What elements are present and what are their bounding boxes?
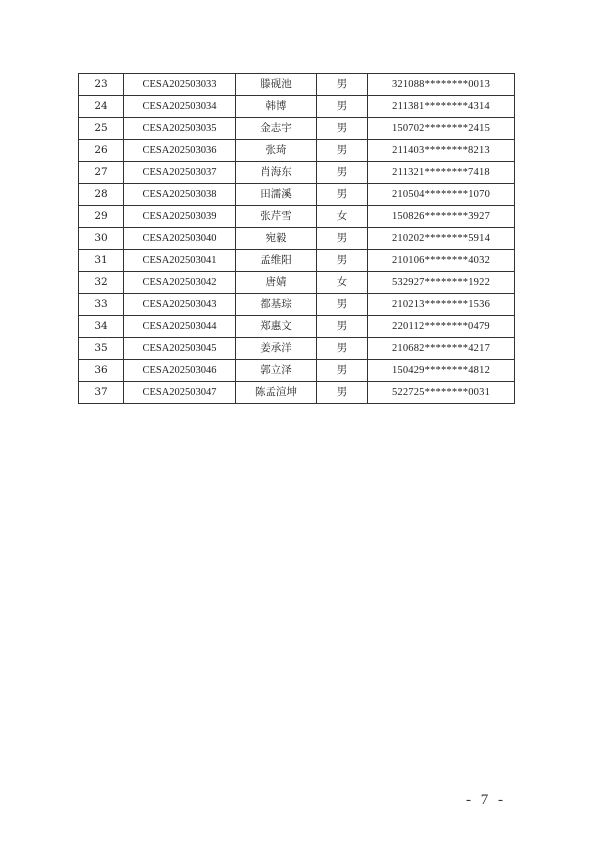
table-row <box>79 228 515 250</box>
candidate-name: 姜承洋 <box>236 338 317 360</box>
masked-id-card: 210682********4217 <box>368 338 515 360</box>
table-row <box>79 74 515 96</box>
exam-id: CESA202503039 <box>124 206 236 228</box>
table-row <box>79 360 515 382</box>
exam-id: CESA202503046 <box>124 360 236 382</box>
table-row <box>79 294 515 316</box>
table-row <box>79 140 515 162</box>
candidate-gender: 男 <box>317 162 368 184</box>
row-number: 35 <box>79 338 124 360</box>
masked-id-card: 522725********0031 <box>368 382 515 404</box>
row-number: 24 <box>79 96 124 118</box>
exam-id: CESA202503035 <box>124 118 236 140</box>
candidate-name: 张芹雪 <box>236 206 317 228</box>
candidate-name: 郑惠文 <box>236 316 317 338</box>
exam-id: CESA202503034 <box>124 96 236 118</box>
row-number: 29 <box>79 206 124 228</box>
table-row <box>79 382 515 404</box>
row-number: 23 <box>79 74 124 96</box>
exam-id: CESA202503041 <box>124 250 236 272</box>
row-number: 37 <box>79 382 124 404</box>
masked-id-card: 150429********4812 <box>368 360 515 382</box>
table-row <box>79 316 515 338</box>
candidate-gender: 女 <box>317 206 368 228</box>
candidate-table <box>78 73 515 404</box>
candidate-gender: 男 <box>317 250 368 272</box>
table-row <box>79 272 515 294</box>
row-number: 27 <box>79 162 124 184</box>
masked-id-card: 210504********1070 <box>368 184 515 206</box>
table-row <box>79 338 515 360</box>
row-number: 26 <box>79 140 124 162</box>
masked-id-card: 210202********5914 <box>368 228 515 250</box>
candidate-name: 田濡溪 <box>236 184 317 206</box>
row-number: 30 <box>79 228 124 250</box>
candidate-gender: 男 <box>317 140 368 162</box>
masked-id-card: 210213********1536 <box>368 294 515 316</box>
row-number: 25 <box>79 118 124 140</box>
exam-id: CESA202503038 <box>124 184 236 206</box>
candidate-gender: 女 <box>317 272 368 294</box>
candidate-name: 金志宇 <box>236 118 317 140</box>
candidate-name: 宛毅 <box>236 228 317 250</box>
masked-id-card: 211321********7418 <box>368 162 515 184</box>
candidate-gender: 男 <box>317 96 368 118</box>
exam-id: CESA202503033 <box>124 74 236 96</box>
candidate-name: 唐婧 <box>236 272 317 294</box>
row-number: 34 <box>79 316 124 338</box>
candidate-gender: 男 <box>317 338 368 360</box>
candidate-name: 韩博 <box>236 96 317 118</box>
candidate-name: 张琦 <box>236 140 317 162</box>
candidate-name: 肖海东 <box>236 162 317 184</box>
table-row <box>79 184 515 206</box>
candidate-gender: 男 <box>317 316 368 338</box>
row-number: 36 <box>79 360 124 382</box>
masked-id-card: 211381********4314 <box>368 96 515 118</box>
candidate-gender: 男 <box>317 228 368 250</box>
table-row <box>79 118 515 140</box>
table-row <box>79 96 515 118</box>
exam-id: CESA202503042 <box>124 272 236 294</box>
exam-id: CESA202503040 <box>124 228 236 250</box>
masked-id-card: 532927********1922 <box>368 272 515 294</box>
exam-id: CESA202503037 <box>124 162 236 184</box>
table-row <box>79 250 515 272</box>
table-row <box>79 162 515 184</box>
candidate-table-body <box>79 74 515 404</box>
masked-id-card: 211403********8213 <box>368 140 515 162</box>
row-number: 31 <box>79 250 124 272</box>
masked-id-card: 321088********0013 <box>368 74 515 96</box>
candidate-gender: 男 <box>317 294 368 316</box>
masked-id-card: 150826********3927 <box>368 206 515 228</box>
page-number: - 7 - <box>466 792 506 808</box>
masked-id-card: 150702********2415 <box>368 118 515 140</box>
candidate-gender: 男 <box>317 382 368 404</box>
candidate-name: 郭立泽 <box>236 360 317 382</box>
exam-id: CESA202503044 <box>124 316 236 338</box>
exam-id: CESA202503045 <box>124 338 236 360</box>
candidate-gender: 男 <box>317 118 368 140</box>
row-number: 33 <box>79 294 124 316</box>
exam-id: CESA202503043 <box>124 294 236 316</box>
candidate-name: 滕砚池 <box>236 74 317 96</box>
candidate-gender: 男 <box>317 360 368 382</box>
masked-id-card: 220112********0479 <box>368 316 515 338</box>
candidate-name: 都基琮 <box>236 294 317 316</box>
row-number: 28 <box>79 184 124 206</box>
candidate-gender: 男 <box>317 74 368 96</box>
candidate-name: 陈孟渲坤 <box>236 382 317 404</box>
candidate-gender: 男 <box>317 184 368 206</box>
exam-id: CESA202503036 <box>124 140 236 162</box>
masked-id-card: 210106********4032 <box>368 250 515 272</box>
exam-id: CESA202503047 <box>124 382 236 404</box>
row-number: 32 <box>79 272 124 294</box>
candidate-name: 孟维阳 <box>236 250 317 272</box>
table-row <box>79 206 515 228</box>
